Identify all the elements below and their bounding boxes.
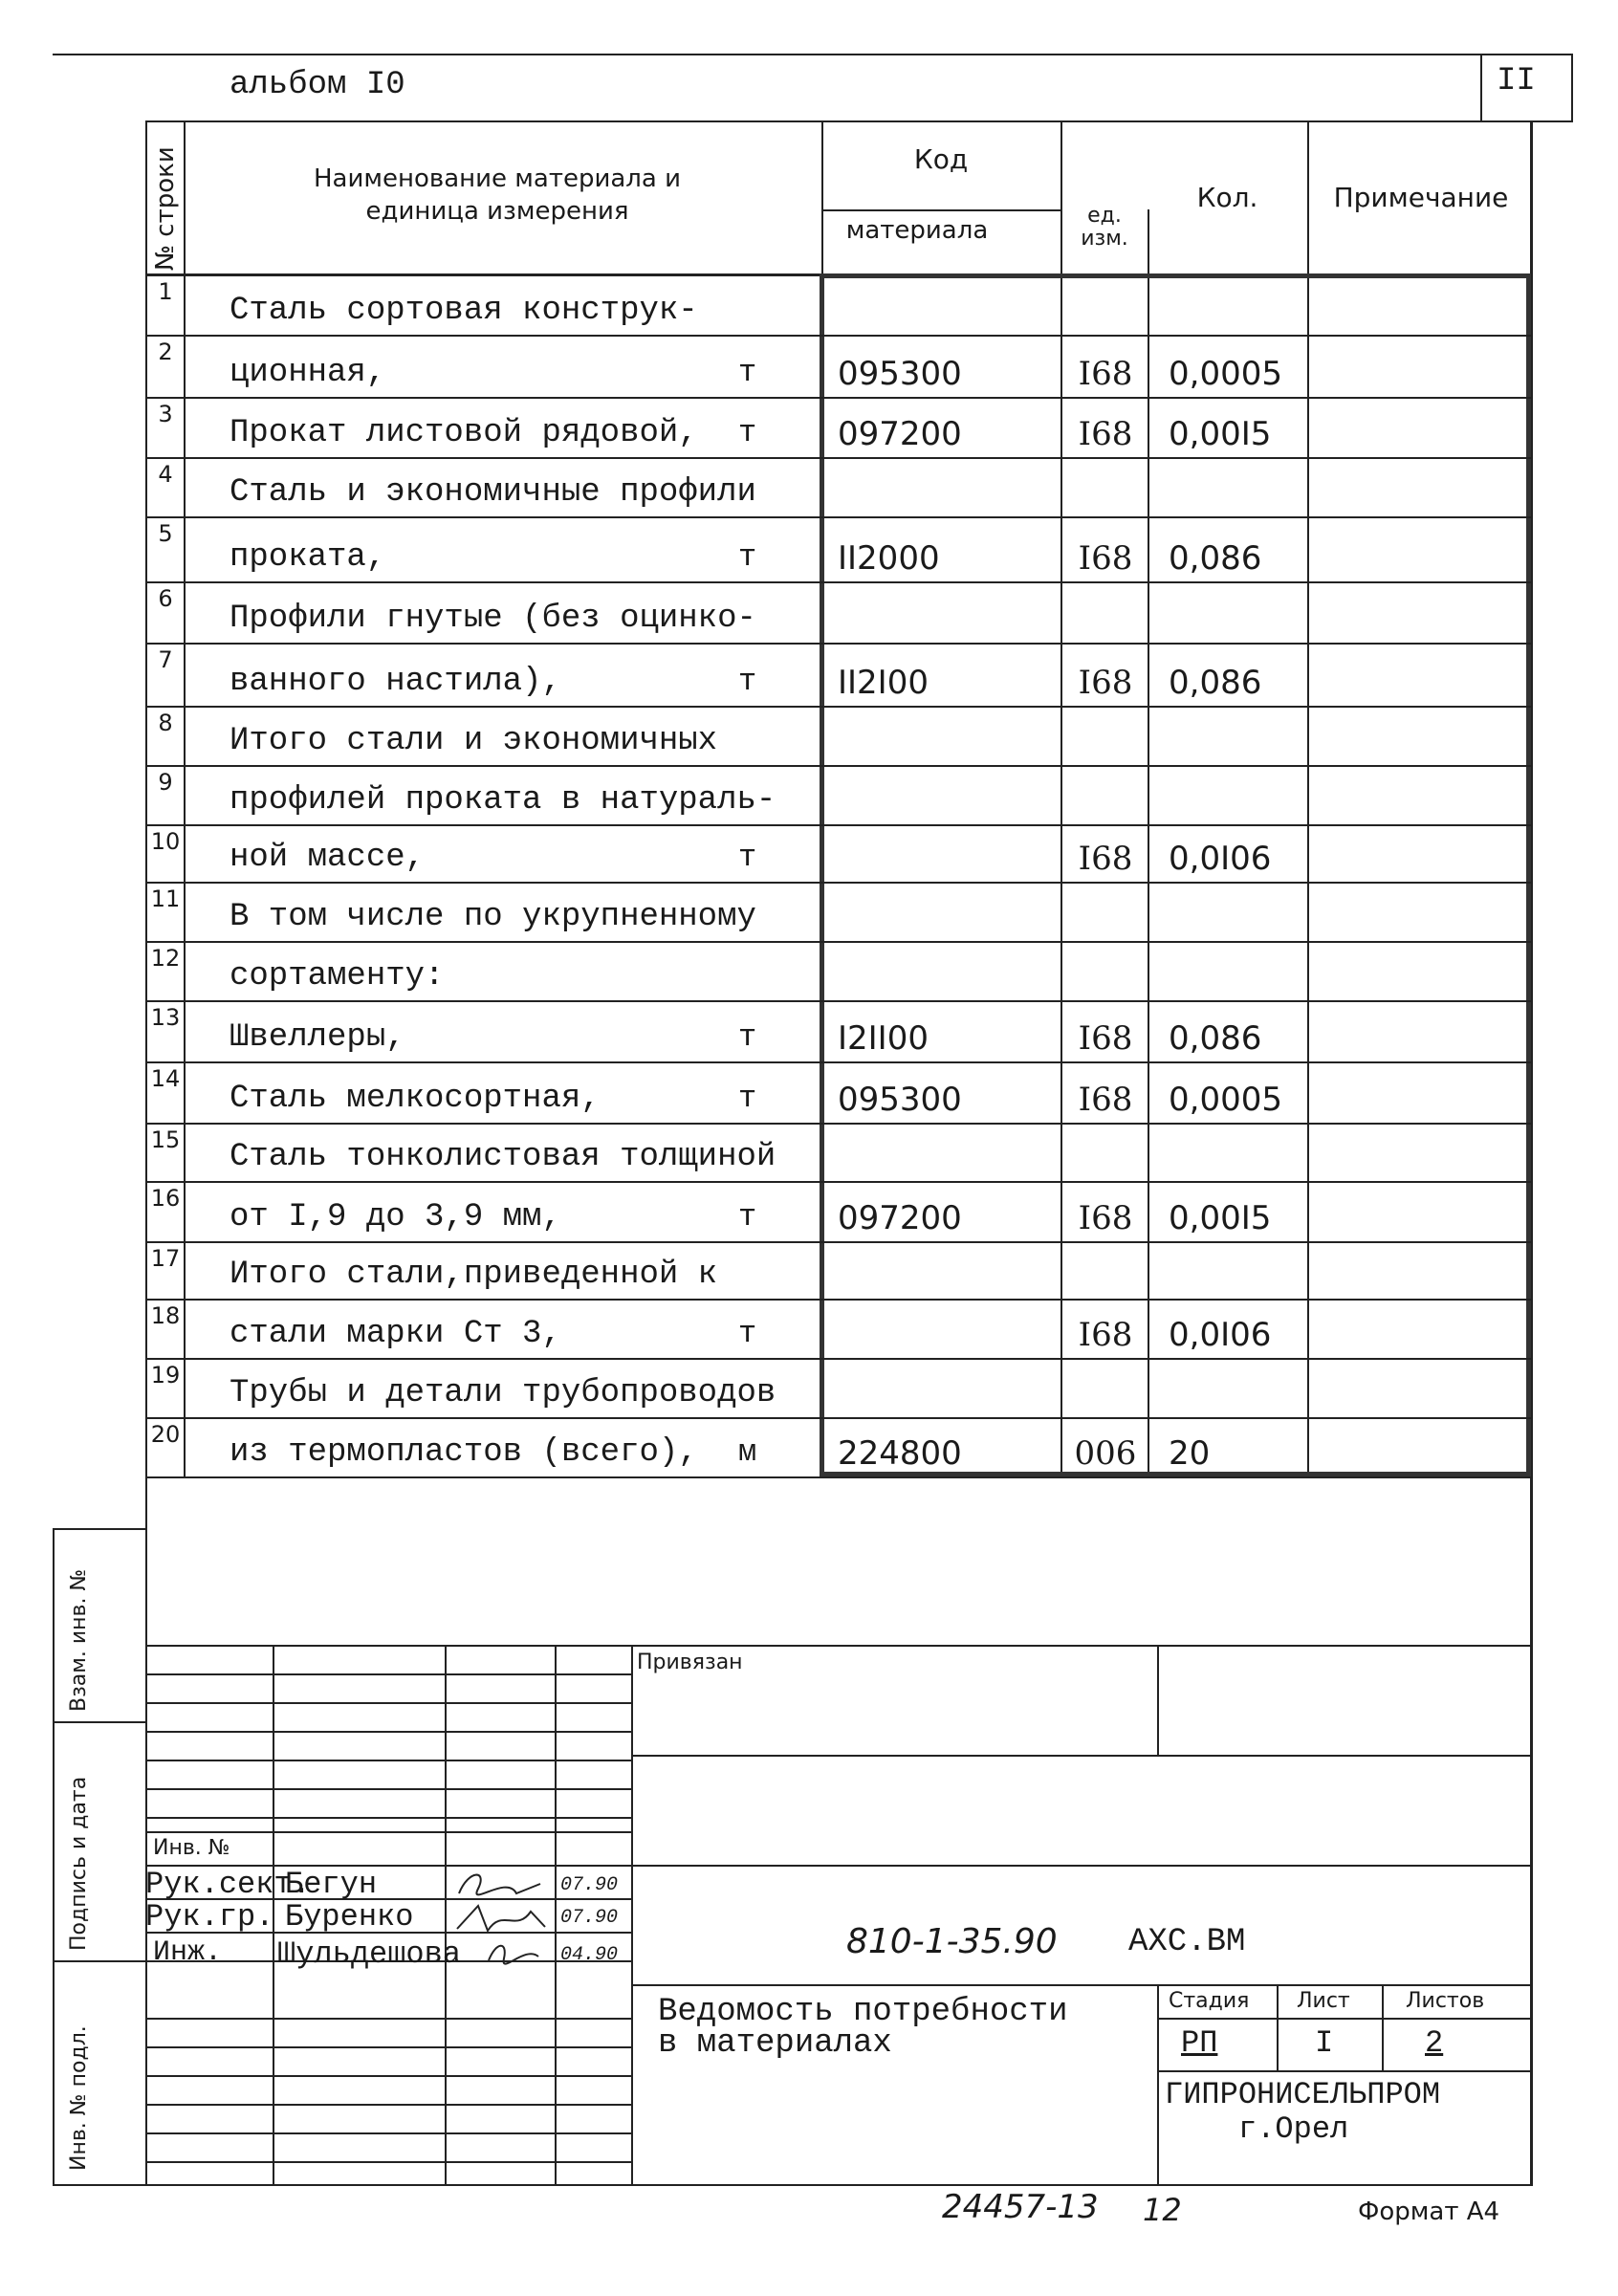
doc-mark: АХС.ВМ	[1128, 1924, 1246, 1960]
table-row	[0, 1181, 1618, 1241]
table-row	[0, 1000, 1618, 1061]
row-unit: т	[738, 840, 757, 875]
header-code-material: материала	[845, 216, 989, 245]
row-number: 9	[158, 769, 173, 796]
row-name: Сталь мелкосортная,	[230, 1081, 601, 1117]
date-2: 07.90	[560, 1907, 619, 1929]
side-vzam: Взам. инв. №	[67, 1568, 91, 1712]
row-number: 17	[150, 1245, 181, 1272]
row-number: 18	[150, 1302, 181, 1329]
row-number: 8	[158, 710, 173, 736]
table-row	[0, 516, 1618, 581]
row-name: из термопластов (всего),	[230, 1434, 698, 1471]
table-row	[0, 941, 1618, 1000]
row-qty: 0,00I5	[1169, 415, 1272, 453]
doc-title-2: в материалах	[658, 2025, 892, 2062]
inv-no-label: Инв. №	[153, 1836, 230, 1860]
row-number: 15	[150, 1126, 181, 1153]
row-number: 12	[150, 945, 181, 972]
row-code: 095300	[838, 355, 962, 393]
page-number: 12	[1143, 2192, 1182, 2228]
row-number: 2	[158, 339, 173, 365]
date-3: 04.90	[560, 1944, 619, 1966]
side-podpis: Подпись и дата	[67, 1776, 91, 1951]
name-1: Бегун	[285, 1867, 378, 1902]
header-note: Примечание	[1333, 182, 1509, 213]
row-number: 20	[150, 1421, 181, 1448]
row-unit: т	[738, 1019, 757, 1055]
table-row	[0, 1417, 1618, 1476]
sheets-label: Листов	[1406, 1989, 1485, 2013]
table-row	[0, 1241, 1618, 1299]
row-number: 16	[150, 1185, 181, 1212]
table-row	[0, 397, 1618, 457]
row-number: 4	[158, 461, 173, 488]
row-name: Прокат листовой рядовой,	[230, 415, 698, 451]
archive-number: 24457-13	[942, 2188, 1099, 2226]
header-code-unit: ед. изм.	[1081, 204, 1128, 251]
sheet-value: I	[1315, 2025, 1334, 2061]
header-qty: Кол.	[1196, 182, 1258, 213]
row-code: 097200	[838, 1199, 962, 1237]
row-name: стали марки Ст 3,	[230, 1316, 561, 1352]
row-qty: 0,00I5	[1169, 1199, 1272, 1237]
table-row	[0, 882, 1618, 941]
row-qty: 0,0I06	[1169, 1316, 1272, 1354]
row-number: 11	[150, 886, 181, 912]
table-row	[0, 335, 1618, 397]
row-name: Профили гнутые (без оцинко-	[230, 601, 756, 637]
row-unit: т	[738, 1316, 757, 1351]
table-row	[0, 706, 1618, 765]
name-3: Шульдешова	[277, 1936, 462, 1972]
row-qty: 0,086	[1169, 664, 1262, 702]
row-code: 224800	[838, 1434, 962, 1473]
doc-title-1: Ведомость потребности	[658, 1994, 1068, 2030]
name-2: Буренко	[285, 1899, 414, 1935]
row-name: ционная,	[230, 355, 386, 391]
row-unit-code: I68	[1078, 355, 1133, 393]
format-label: Формат А4	[1358, 2198, 1500, 2226]
row-number: 7	[158, 646, 173, 673]
org-name: ГИПРОНИСЕЛЬПРОМ	[1165, 2077, 1441, 2112]
role-3: Инж.	[153, 1936, 223, 1969]
row-unit-code: I68	[1078, 415, 1133, 453]
row-code: II2000	[838, 539, 940, 578]
row-unit-code: I68	[1078, 664, 1133, 702]
row-unit: т	[738, 1081, 757, 1116]
table-row	[0, 643, 1618, 706]
table-row	[0, 457, 1618, 516]
role-2: Рук.гр.	[145, 1899, 274, 1935]
table-row	[0, 824, 1618, 882]
row-unit: т	[738, 355, 757, 390]
table-row	[0, 1299, 1618, 1358]
row-code: II2I00	[838, 664, 929, 702]
role-1: Рук.сект.	[145, 1867, 311, 1902]
row-name: Трубы и детали трубопроводов	[230, 1375, 776, 1411]
table-row	[0, 581, 1618, 643]
doc-code: 810-1-35.90	[846, 1922, 1058, 1961]
row-number: 1	[158, 278, 173, 305]
album-label: альбом I0	[230, 67, 405, 103]
row-qty: 0,086	[1169, 539, 1262, 578]
row-number: 19	[150, 1362, 181, 1389]
sheets-value: 2	[1425, 2025, 1444, 2061]
row-unit: м	[738, 1434, 757, 1470]
row-unit: т	[738, 664, 757, 699]
row-name: от I,9 до 3,9 мм,	[230, 1199, 561, 1235]
side-inv: Инв. № подл.	[67, 2025, 91, 2171]
row-qty: 0,0005	[1169, 355, 1282, 393]
row-name: проката,	[230, 539, 386, 576]
row-name: Итого стали,приведенной к	[230, 1257, 718, 1293]
row-name: Сталь и экономичные профили	[230, 474, 756, 511]
header-code: Код	[913, 143, 969, 175]
signature-2	[449, 1898, 555, 1936]
sheet-label: Лист	[1297, 1989, 1350, 2013]
row-unit-code: I68	[1078, 1081, 1133, 1119]
row-qty: 0,0I06	[1169, 840, 1272, 878]
stage-label: Стадия	[1169, 1989, 1250, 2013]
row-number: 14	[150, 1065, 181, 1092]
row-number: 5	[158, 520, 173, 547]
signature-3	[483, 1934, 550, 1972]
date-1: 07.90	[560, 1874, 619, 1896]
signature-1	[449, 1865, 555, 1903]
row-unit-code: I68	[1078, 1199, 1133, 1237]
row-name: Сталь тонколистовая толщиной	[230, 1139, 776, 1175]
row-name: профилей проката в натураль-	[230, 782, 776, 819]
row-name: Швеллеры,	[230, 1019, 405, 1056]
header-name: Наименование материала и единица измерения	[313, 164, 682, 226]
row-code: 097200	[838, 415, 962, 453]
row-code: I2II00	[838, 1019, 929, 1058]
row-qty: 20	[1169, 1434, 1211, 1473]
row-unit-code: I68	[1078, 1019, 1133, 1058]
row-number: 6	[158, 585, 173, 612]
row-unit: т	[738, 415, 757, 450]
row-number: 10	[150, 828, 181, 855]
org-city: г.Орел	[1238, 2111, 1349, 2147]
row-unit-code: I68	[1078, 1316, 1133, 1354]
table-row	[0, 1061, 1618, 1123]
stage-value: РП	[1181, 2025, 1218, 2061]
row-number: 13	[150, 1004, 181, 1031]
header-row-no: № строки	[151, 146, 180, 271]
row-name: сортаменту:	[230, 958, 445, 995]
table-row	[0, 1123, 1618, 1181]
table-row	[0, 274, 1618, 335]
row-name: ванного настила),	[230, 664, 561, 700]
row-number: 3	[158, 401, 173, 427]
row-unit: т	[738, 539, 757, 575]
row-name: ной массе,	[230, 840, 426, 876]
privyazan-label: Привязан	[637, 1651, 743, 1674]
table-row	[0, 765, 1618, 824]
row-unit-code: I68	[1078, 539, 1133, 578]
row-name: В том числе по укрупненному	[230, 899, 756, 935]
sheet-number: II	[1497, 63, 1536, 99]
table-row	[0, 1358, 1618, 1417]
row-code: 095300	[838, 1081, 962, 1119]
row-name: Сталь сортовая конструк-	[230, 293, 698, 329]
row-unit: т	[738, 1199, 757, 1235]
row-qty: 0,0005	[1169, 1081, 1282, 1119]
row-unit-code: 006	[1074, 1434, 1137, 1473]
row-name: Итого стали и экономичных	[230, 723, 718, 759]
row-unit-code: I68	[1078, 840, 1133, 878]
row-qty: 0,086	[1169, 1019, 1262, 1058]
